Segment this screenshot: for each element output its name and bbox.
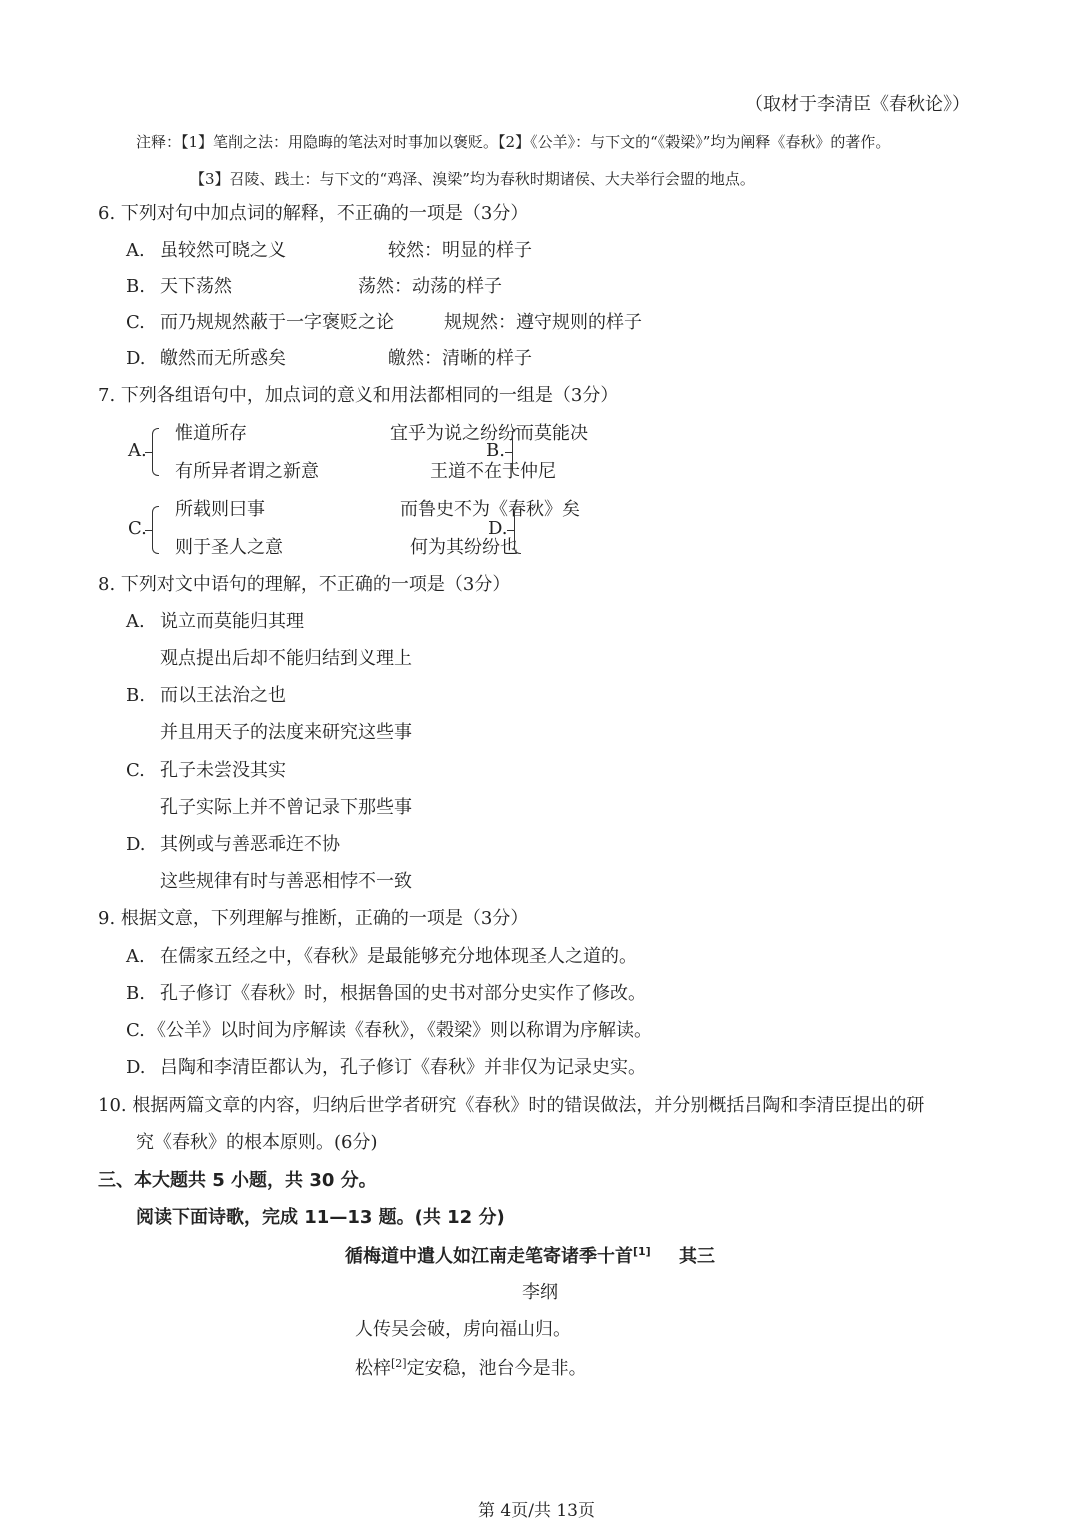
q8-b-explain: 并且用天子的法度来研究这些事 bbox=[160, 722, 412, 743]
q8-c-label: C. bbox=[126, 760, 145, 781]
poem-title-text: 循梅道中遣人如江南走笔寄诸季十首 bbox=[345, 1246, 633, 1267]
q8-b-text: 而以王法治之也 bbox=[160, 685, 286, 706]
q6-c-label: C. bbox=[126, 312, 145, 333]
q7-a-top: 惟道所存 bbox=[175, 423, 247, 444]
q9-a-label: A. bbox=[126, 946, 145, 967]
q6-c-text: 而乃规规然蔽于一字褒贬之论 bbox=[160, 312, 394, 333]
q7-a-label: A. bbox=[128, 440, 147, 461]
q7-b-top: 宜乎为说之纷纷而莫能决 bbox=[390, 423, 588, 444]
note-line-1: 注释：【1】笔削之法：用隐晦的笔法对时事加以褒贬。【2】《公羊》：与下文的“《榖梁》”均为阐释《春秋》的著作。 bbox=[136, 133, 891, 151]
q9-c-label: C. bbox=[126, 1020, 145, 1041]
question-7-stem: 7. 下列各组语句中，加点词的意义和用法都相同的一组是（3分） bbox=[98, 385, 619, 406]
q6-b-text: 天下荡然 bbox=[160, 276, 232, 297]
q7-b-brace bbox=[512, 428, 519, 476]
q8-a-text: 说立而莫能归其理 bbox=[160, 611, 304, 632]
q8-b-label: B. bbox=[126, 685, 145, 706]
q7-b-label: B. bbox=[486, 440, 505, 461]
q7-d-top: 而鲁史不为《春秋》矣 bbox=[400, 499, 580, 520]
q8-d-text: 其例或与善恶乖迕不协 bbox=[160, 834, 340, 855]
poem-line-2 bbox=[355, 1358, 587, 1378]
q7-c-brace bbox=[152, 506, 159, 554]
poem-author: 李纲 bbox=[522, 1282, 558, 1303]
q7-d-brace bbox=[514, 506, 521, 554]
poem-line-2-pre: 松梓 bbox=[355, 1358, 391, 1379]
page-footer: 第 4页/共 13页 bbox=[478, 1501, 595, 1521]
question-8-stem: 8. 下列对文中语句的理解，不正确的一项是（3分） bbox=[98, 574, 511, 595]
q9-a-text: 在儒家五经之中，《春秋》是最能够充分地体现圣人之道的。 bbox=[160, 946, 637, 967]
q8-d-explain: 这些规律有时与善恶相悖不一致 bbox=[160, 871, 412, 892]
source-line: （取材于李清臣《春秋论》） bbox=[745, 94, 970, 115]
question-10-line-2: 究《春秋》的根本原则。(6分) bbox=[136, 1132, 378, 1153]
q6-d-gloss: 皦然：清晰的样子 bbox=[388, 348, 532, 369]
q9-b-text: 孔子修订《春秋》时，根据鲁国的史书对部分史实作了修改。 bbox=[160, 983, 646, 1004]
q6-a-label: A. bbox=[126, 240, 145, 261]
q9-d-label: D. bbox=[126, 1057, 146, 1078]
q7-a-bottom: 有所异者谓之新意 bbox=[175, 461, 319, 482]
q6-b-gloss: 荡然：动荡的样子 bbox=[358, 276, 502, 297]
question-10-line-1: 10. 根据两篇文章的内容，归纳后世学者研究《春秋》时的错误做法，并分别概括吕陶和李清臣提出的研 bbox=[98, 1095, 925, 1116]
section-3-instruction: 阅读下面诗歌，完成 11—13 题。(共 12 分) bbox=[136, 1207, 505, 1228]
poem-title-note: [1] bbox=[633, 1245, 651, 1258]
q6-d-label: D. bbox=[126, 348, 146, 369]
q8-a-explain: 观点提出后却不能归结到义理上 bbox=[160, 648, 412, 669]
q8-d-label: D. bbox=[126, 834, 146, 855]
q8-a-label: A. bbox=[126, 611, 145, 632]
q7-c-bottom: 则于圣人之意 bbox=[175, 537, 283, 558]
q7-d-bottom: 何为其纷纷也 bbox=[410, 537, 518, 558]
poem-line-2-post: 定安稳，池台今是非。 bbox=[406, 1358, 587, 1379]
q7-b-bottom: 王道不在于仲尼 bbox=[430, 461, 556, 482]
q6-a-text: 虽较然可晓之义 bbox=[160, 240, 286, 261]
q7-a-brace bbox=[152, 428, 159, 476]
q9-b-label: B. bbox=[126, 983, 145, 1004]
q6-c-gloss: 规规然：遵守规则的样子 bbox=[444, 312, 642, 333]
q9-c-text: 《公羊》以时间为序解读《春秋》，《榖梁》则以称谓为序解读。 bbox=[148, 1020, 652, 1041]
q8-c-explain: 孔子实际上并不曾记录下那些事 bbox=[160, 797, 412, 818]
poem-title-suffix: 其三 bbox=[679, 1246, 715, 1267]
q6-d-text: 皦然而无所惑矣 bbox=[160, 348, 286, 369]
q8-c-text: 孔子未尝没其实 bbox=[160, 760, 286, 781]
q9-d-text: 吕陶和李清臣都认为，孔子修订《春秋》并非仅为记录史实。 bbox=[160, 1057, 646, 1078]
q7-c-label: C. bbox=[128, 518, 147, 539]
q6-a-gloss: 较然：明显的样子 bbox=[388, 240, 532, 261]
q6-b-label: B. bbox=[126, 276, 145, 297]
section-3-heading: 三、本大题共 5 小题，共 30 分。 bbox=[98, 1170, 377, 1191]
q7-c-top: 所载则曰事 bbox=[175, 499, 265, 520]
poem-title bbox=[345, 1246, 715, 1266]
note-line-2: 【3】召陵、践土：与下文的“鸡泽、溴梁”均为春秋时期诸侯、大夫举行会盟的地点。 bbox=[190, 170, 755, 188]
q7-d-label: D. bbox=[488, 518, 508, 539]
poem-line-1: 人传吴会破，虏向福山归。 bbox=[355, 1319, 571, 1340]
poem-line-2-note: [2] bbox=[391, 1357, 407, 1370]
question-6-stem: 6. 下列对句中加点词的解释，不正确的一项是（3分） bbox=[98, 203, 529, 224]
question-9-stem: 9. 根据文意，下列理解与推断，正确的一项是（3分） bbox=[98, 908, 529, 929]
